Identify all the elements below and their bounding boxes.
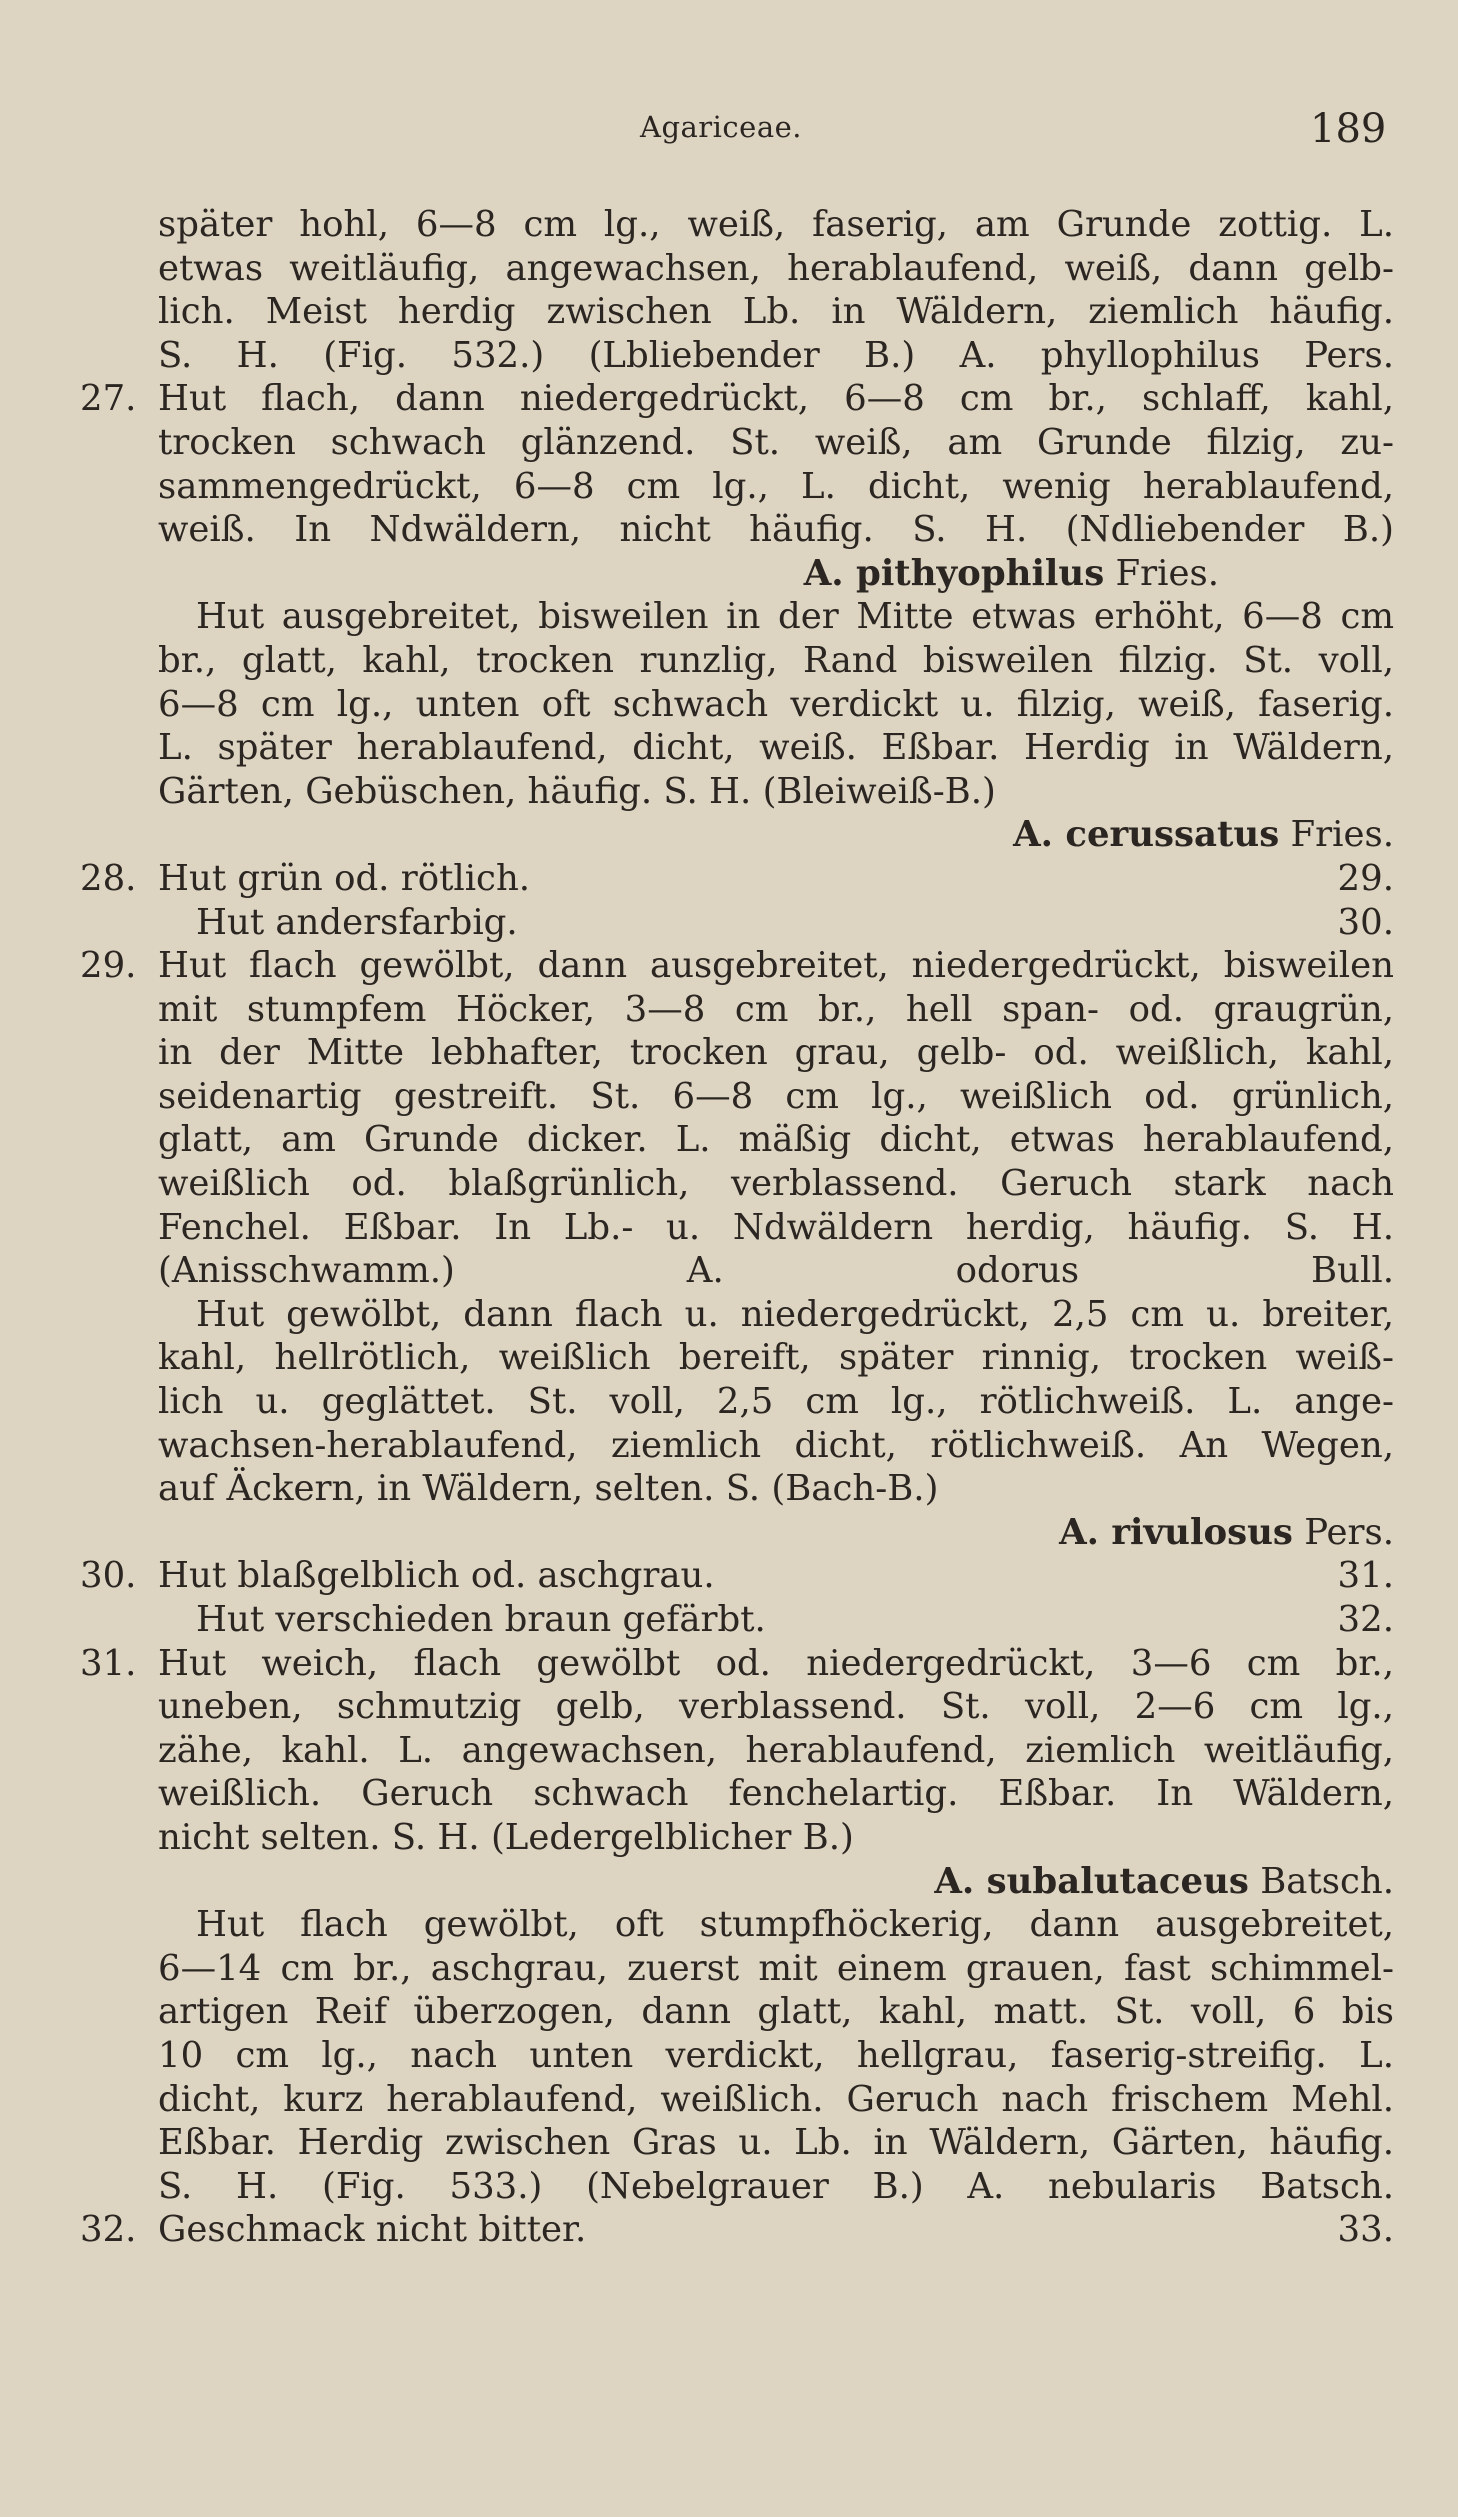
text-line: [80, 1860, 1394, 1904]
key-number: 29.: [80, 945, 137, 987]
line-text: 10 cm lg., nach unten verdickt, hellgrau, faserig-streifig. L.: [158, 2034, 1394, 2076]
text-line: [80, 1642, 1394, 1686]
line-text: S. H. (Fig. 533.) (Nebelgrauer B.) A. nebularis Batsch.: [158, 2165, 1394, 2207]
text-line: [80, 1162, 1394, 1206]
key-reference: 33.: [1337, 2209, 1394, 2251]
text-line: [80, 1685, 1394, 1729]
text-line: [80, 1947, 1394, 1991]
text-line: [80, 813, 1394, 857]
line-text: artigen Reif überzogen, dann glatt, kahl, matt. St. voll, 6 bis: [158, 1991, 1394, 2033]
text-line: [80, 247, 1394, 291]
line-text: Hut gewölbt, dann flach u. niedergedrückt, 2,5 cm u. breiter,: [196, 1293, 1394, 1335]
text-line: [80, 770, 1394, 814]
line-text: L. später herablaufend, dicht, weiß. Eßbar. Herdig in Wäldern,: [158, 727, 1394, 769]
species-name: A. cerussatus: [1013, 814, 1280, 856]
line-text: weiß. In Ndwäldern, nicht häufig. S. H. (Ndliebender B.): [158, 509, 1394, 551]
text-line: [80, 988, 1394, 1032]
line-text: Hut verschieden braun gefärbt.: [196, 1599, 766, 1640]
text-line: [80, 1075, 1394, 1119]
text-line: [80, 1206, 1394, 1250]
line-text: 6—8 cm lg., unten oft schwach verdickt u. filzig, weiß, faserig.: [158, 683, 1394, 725]
text-line: [80, 1249, 1394, 1293]
text-line: [80, 290, 1394, 334]
text-line: [80, 1598, 1394, 1642]
text-line: [80, 1031, 1394, 1075]
text-line: [80, 1990, 1394, 2034]
line-text: kahl, hellrötlich, weißlich bereift, später rinnig, trocken weiß-: [158, 1337, 1394, 1379]
key-number: 28.: [80, 857, 137, 899]
line-text: lich. Meist herdig zwischen Lb. in Wäldern, ziemlich häufig.: [158, 291, 1394, 333]
line-text: Gärten, Gebüschen, häufig. S. H. (Bleiweiß-B.): [158, 770, 996, 812]
text-line: [80, 2208, 1394, 2252]
page-number: 189: [1310, 106, 1387, 152]
text-line: [80, 857, 1394, 901]
line-text: wachsen-herablaufend, ziemlich dicht, rötlichweiß. An Wegen,: [158, 1424, 1394, 1466]
key-reference: 32.: [1337, 1599, 1394, 1640]
species-name: A. subalutaceus: [934, 1860, 1249, 1902]
text-line: [80, 1554, 1394, 1598]
species-name: A. pithyophilus: [803, 552, 1105, 594]
text-line: [80, 1772, 1394, 1816]
line-text: zähe, kahl. L. angewachsen, herablaufend, ziemlich weitläufig,: [158, 1729, 1394, 1771]
line-text: nicht selten. S. H. (Ledergelblicher B.): [158, 1816, 854, 1858]
key-number: 30.: [80, 1555, 137, 1597]
text-line: [80, 1380, 1394, 1424]
key-reference: 30.: [1337, 901, 1394, 943]
text-line: [80, 683, 1394, 727]
line-text: etwas weitläufig, angewachsen, herablaufend, weiß, dann gelb-: [158, 247, 1394, 289]
key-reference: 31.: [1337, 1555, 1394, 1597]
text-line: [80, 377, 1394, 421]
text-line: [80, 334, 1394, 378]
text-line: [80, 1293, 1394, 1337]
line-text: Eßbar. Herdig zwischen Gras u. Lb. in Wäldern, Gärten, häufig.: [158, 2122, 1394, 2164]
text-line: [80, 726, 1394, 770]
line-text: Hut grün od. rötlich.: [158, 857, 531, 899]
text-line: [80, 465, 1394, 509]
line-text: Hut flach gewölbt, dann ausgebreitet, niedergedrückt, bisweilen: [158, 945, 1394, 987]
species-author: Pers.: [1304, 1511, 1394, 1553]
running-head: Agariceae.: [640, 110, 803, 144]
text-line: [80, 2121, 1394, 2165]
line-text: S. H. (Fig. 532.) (Lbliebender B.) A. phyllophilus Pers.: [158, 334, 1394, 376]
line-text: Hut flach gewölbt, oft stumpfhöckerig, dann ausgebreitet,: [196, 1904, 1394, 1946]
line-text: weißlich. Geruch schwach fenchelartig. Eßbar. In Wäldern,: [158, 1773, 1394, 1815]
line-text: Hut andersfarbig.: [196, 901, 518, 943]
key-text-body: [80, 203, 1394, 2252]
line-text: weißlich od. blaßgrünlich, verblassend. Geruch stark nach: [158, 1163, 1394, 1205]
text-line: [80, 1903, 1394, 1947]
key-reference: 29.: [1337, 857, 1394, 899]
line-text: uneben, schmutzig gelb, verblassend. St. voll, 2—6 cm lg.,: [158, 1686, 1394, 1728]
species-author: Fries.: [1115, 552, 1219, 594]
text-line: [80, 1118, 1394, 1162]
text-line: [80, 2034, 1394, 2078]
text-line: [80, 552, 1394, 596]
text-line: [80, 508, 1394, 552]
line-text: später hohl, 6—8 cm lg., weiß, faserig, am Grunde zottig. L.: [158, 204, 1394, 245]
line-text: Hut weich, flach gewölbt od. niedergedrückt, 3—6 cm br.,: [158, 1642, 1394, 1684]
text-line: [80, 203, 1394, 247]
text-line: [80, 595, 1394, 639]
species-author: Batsch.: [1260, 1860, 1394, 1902]
key-number: 27.: [80, 378, 137, 420]
text-line: [80, 1816, 1394, 1860]
text-line: [80, 421, 1394, 465]
text-line: [80, 2078, 1394, 2122]
line-text: Hut flach, dann niedergedrückt, 6—8 cm br., schlaff, kahl,: [158, 378, 1394, 420]
line-text: auf Äckern, in Wäldern, selten. S. (Bach-B.): [158, 1468, 939, 1510]
line-text: (Anisschwamm.) A. odorus Bull.: [158, 1250, 1394, 1292]
line-text: seidenartig gestreift. St. 6—8 cm lg., weißlich od. grünlich,: [158, 1075, 1394, 1117]
line-text: sammengedrückt, 6—8 cm lg., L. dicht, wenig herablaufend,: [158, 465, 1394, 507]
species-author: Fries.: [1290, 814, 1394, 856]
key-number: 31.: [80, 1642, 137, 1684]
page-header: [0, 100, 1458, 160]
text-line: [80, 1336, 1394, 1380]
line-text: 6—14 cm br., aschgrau, zuerst mit einem grauen, fast schimmel-: [158, 1947, 1394, 1989]
text-line: [80, 1511, 1394, 1555]
line-text: mit stumpfem Höcker, 3—8 cm br., hell span- od. graugrün,: [158, 988, 1394, 1030]
text-line: [80, 1424, 1394, 1468]
line-text: Fenchel. Eßbar. In Lb.- u. Ndwäldern herdig, häufig. S. H.: [158, 1206, 1394, 1248]
key-number: 32.: [80, 2209, 137, 2251]
line-text: Hut ausgebreitet, bisweilen in der Mitte etwas erhöht, 6—8 cm: [196, 596, 1394, 638]
line-text: lich u. geglättet. St. voll, 2,5 cm lg., rötlichweiß. L. ange-: [158, 1381, 1394, 1423]
text-line: [80, 901, 1394, 945]
line-text: Hut blaßgelblich od. aschgrau.: [158, 1555, 715, 1597]
text-line: [80, 1467, 1394, 1511]
line-text: Geschmack nicht bitter.: [158, 2209, 587, 2251]
species-name: A. rivulosus: [1059, 1511, 1293, 1553]
line-text: glatt, am Grunde dicker. L. mäßig dicht, etwas herablaufend,: [158, 1119, 1394, 1161]
text-line: [80, 639, 1394, 683]
line-text: in der Mitte lebhafter, trocken grau, gelb- od. weißlich, kahl,: [158, 1032, 1394, 1074]
text-line: [80, 1729, 1394, 1773]
text-line: [80, 944, 1394, 988]
line-text: br., glatt, kahl, trocken runzlig, Rand bisweilen filzig. St. voll,: [158, 639, 1394, 681]
text-line: [80, 2165, 1394, 2209]
line-text: trocken schwach glänzend. St. weiß, am Grunde filzig, zu-: [158, 421, 1394, 463]
line-text: dicht, kurz herablaufend, weißlich. Geruch nach frischem Mehl.: [158, 2078, 1394, 2120]
